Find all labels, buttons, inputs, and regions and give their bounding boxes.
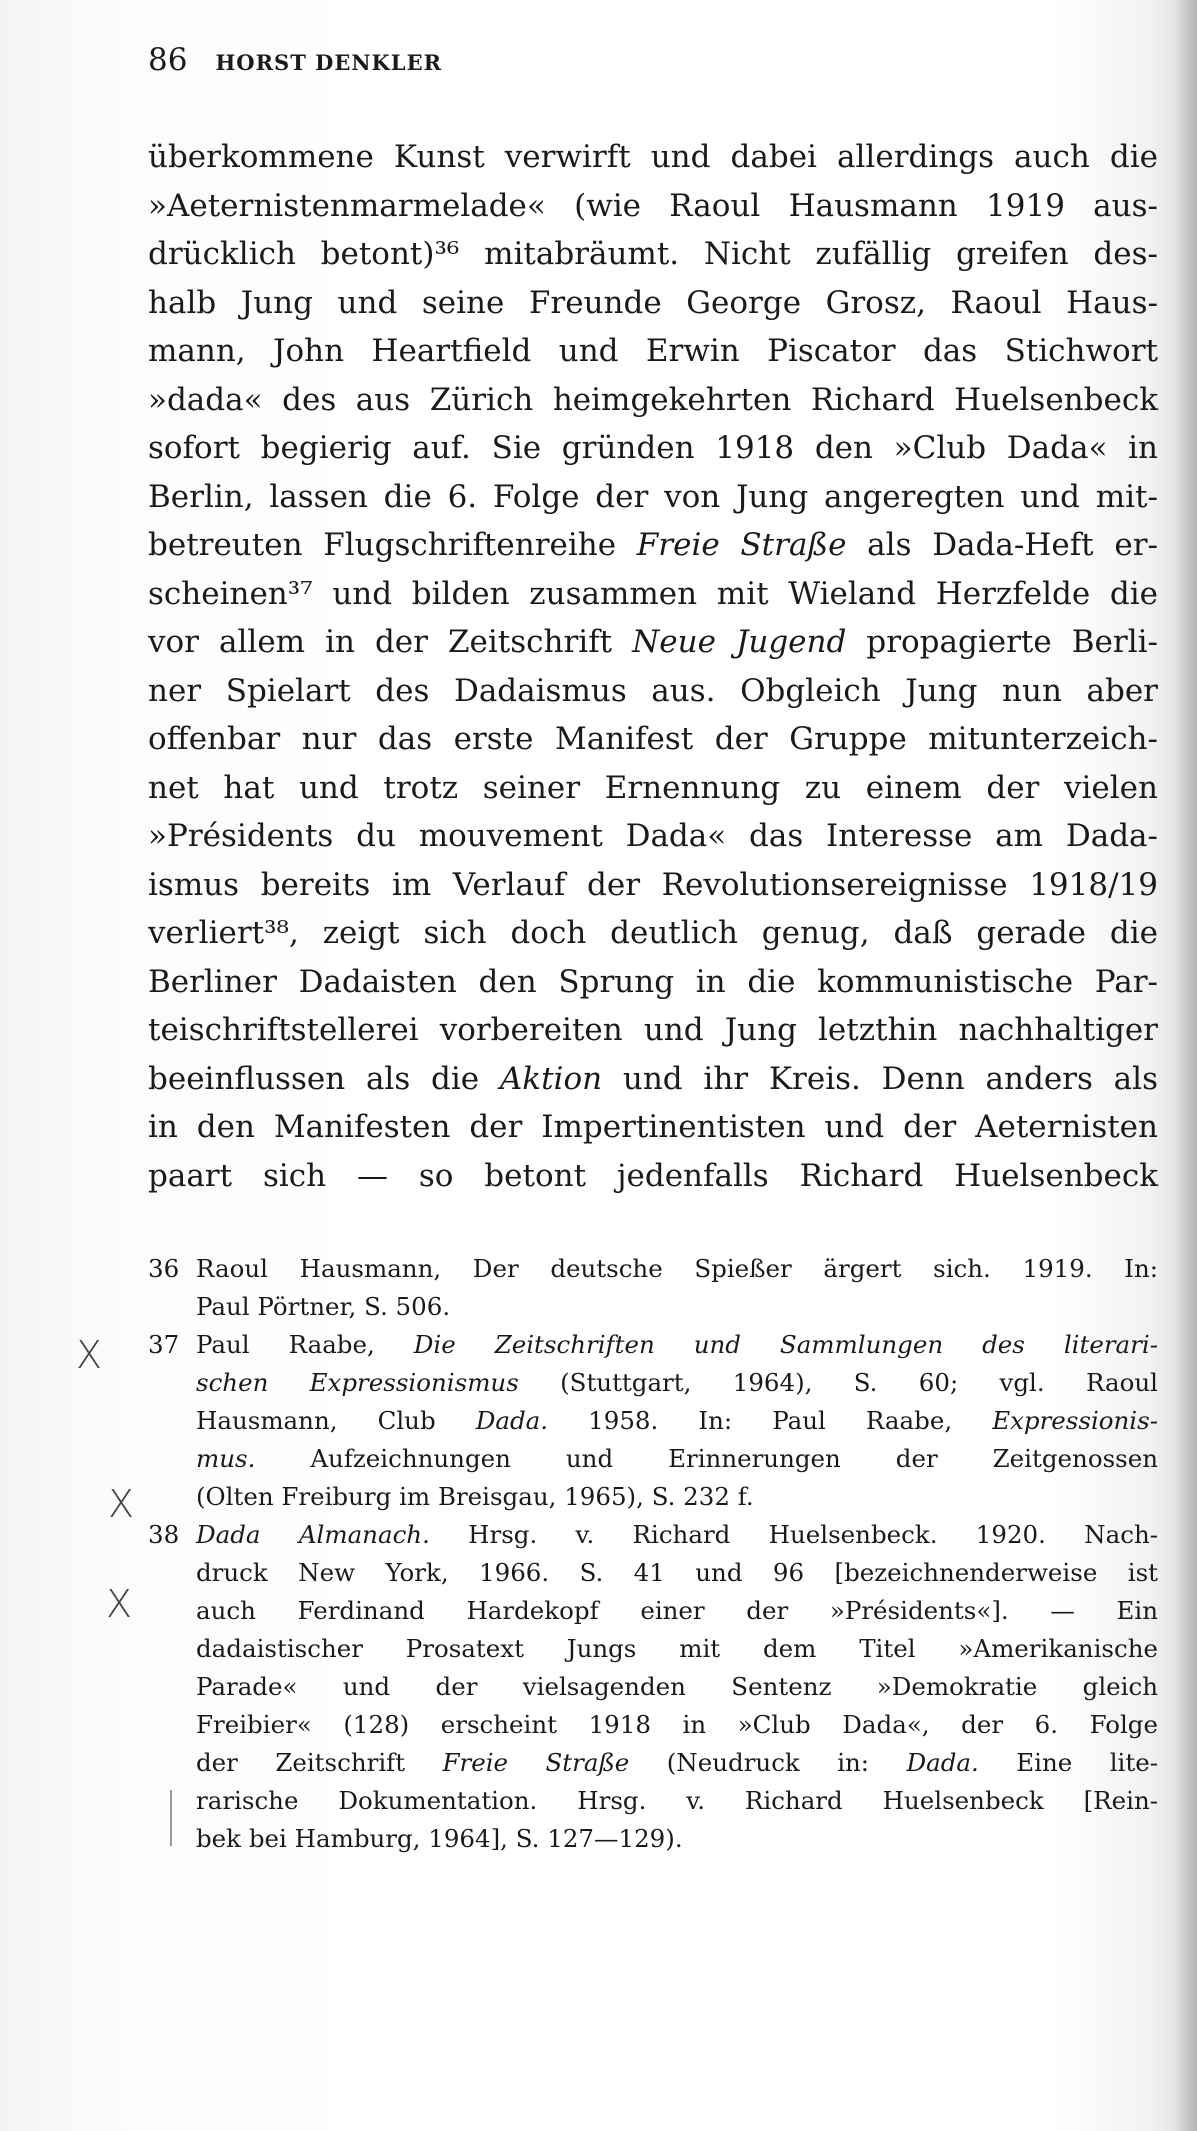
- handwritten-x-mark: X: [108, 1482, 135, 1526]
- body-line: halb Jung und seine Freunde George Grosz, Raoul Haus-: [148, 284, 1158, 321]
- body-line: drücklich betont)³⁶ mitabräumt. Nicht zufällig greifen des-: [148, 236, 1158, 272]
- footnote-line: Hausmann, Club Dada. 1958. In: Paul Raabe, Expressionis-: [196, 1406, 1158, 1435]
- body-line: net hat und trotz seiner Ernennung zu einem der vielen: [148, 769, 1158, 806]
- body-line: ismus bereits im Verlauf der Revolutionsereignisse 1918/19: [148, 866, 1158, 903]
- footnote-line: Paul Raabe, Die Zeitschriften und Sammlungen des literari-: [196, 1330, 1158, 1359]
- handwritten-x-mark: X: [106, 1582, 133, 1626]
- footnote-line: Raoul Hausmann, Der deutsche Spießer ärgert sich. 1919. In:: [196, 1254, 1158, 1283]
- footnote-37: [148, 1326, 1158, 1364]
- running-title: HORST DENKLER: [215, 50, 443, 75]
- body-line: überkommene Kunst verwirft und dabei allerdings auch die: [148, 139, 1158, 175]
- page-edge-shadow: [1175, 0, 1197, 2131]
- body-line: betreuten Flugschriftenreihe Freie Straße als Dada-Heft er-: [148, 527, 1158, 563]
- body-line: offenbar nur das erste Manifest der Gruppe mitunterzeich-: [148, 721, 1158, 757]
- footnote-line: Paul Pörtner, S. 506.: [196, 1292, 451, 1321]
- body-line: »Présidents du mouvement Dada« das Interesse am Dada-: [148, 818, 1158, 854]
- running-head: [148, 42, 442, 78]
- footnote-38: [148, 1516, 1158, 1554]
- body-line: vor allem in der Zeitschrift Neue Jugend propagierte Berli-: [148, 624, 1158, 660]
- page-number: 86: [148, 42, 188, 78]
- footnote-number: 37: [148, 1330, 180, 1359]
- body-line: sofort begierig auf. Sie gründen 1918 den »Club Dada« in: [148, 430, 1158, 466]
- body-line: »Aeternistenmarmelade« (wie Raoul Hausmann 1919 aus-: [148, 187, 1158, 224]
- footnote-line: Freibier« (128) erscheint 1918 in »Club Dada«, der 6. Folge: [196, 1710, 1158, 1739]
- body-line: Berliner Dadaisten den Sprung in die kommunistische Par-: [148, 963, 1158, 1000]
- footnote-line: mus. Aufzeichnungen und Erinnerungen der Zeitgenossen: [196, 1444, 1158, 1473]
- body-line: beeinflussen als die Aktion und ihr Kreis. Denn anders als: [148, 1060, 1158, 1097]
- body-text: [148, 133, 1158, 1200]
- body-line: teischriftstellerei vorbereiten und Jung letzthin nachhaltiger: [148, 1012, 1158, 1048]
- margin-pencil-line: [170, 1790, 172, 1846]
- body-line: verliert³⁸, zeigt sich doch deutlich genug, daß gerade die: [148, 915, 1158, 951]
- body-line: paart sich — so betont jedenfalls Richard Huelsenbeck: [148, 1157, 1158, 1194]
- footnote-line: druck New York, 1966. S. 41 und 96 [bezeichnenderweise ist: [196, 1558, 1158, 1587]
- footnote-36: [148, 1250, 1158, 1288]
- footnote-line: auch Ferdinand Hardekopf einer der »Présidents«]. — Ein: [196, 1596, 1158, 1625]
- body-line: scheinen³⁷ und bilden zusammen mit Wieland Herzfelde die: [148, 575, 1158, 612]
- footnote-line: (Olten Freiburg im Breisgau, 1965), S. 232 f.: [196, 1482, 754, 1511]
- body-line: in den Manifesten der Impertinentisten und der Aeternisten: [148, 1109, 1158, 1145]
- footnote-number: 38: [148, 1520, 180, 1549]
- footnote-line: schen Expressionismus (Stuttgart, 1964), S. 60; vgl. Raoul: [196, 1368, 1158, 1397]
- footnote-line: Parade« und der vielsagenden Sentenz »Demokratie gleich: [196, 1672, 1158, 1701]
- footnote-line: rarische Dokumentation. Hrsg. v. Richard Huelsenbeck [Rein-: [196, 1786, 1158, 1815]
- footnote-line: dadaistischer Prosatext Jungs mit dem Titel »Amerikanische: [196, 1634, 1158, 1663]
- body-line: mann, John Heartfield und Erwin Piscator das Stichwort: [148, 333, 1158, 369]
- body-line: ner Spielart des Dadaismus aus. Obgleich Jung nun aber: [148, 672, 1158, 709]
- footnote-line: der Zeitschrift Freie Straße (Neudruck in: Dada. Eine lite-: [196, 1748, 1158, 1777]
- handwritten-x-mark: X: [76, 1333, 103, 1377]
- footnote-line: bek bei Hamburg, 1964], S. 127—129).: [196, 1824, 683, 1853]
- body-line: Berlin, lassen die 6. Folge der von Jung angeregten und mit-: [148, 478, 1158, 515]
- footnotes: [148, 1250, 1158, 1858]
- body-line: »dada« des aus Zürich heimgekehrten Richard Huelsenbeck: [148, 381, 1158, 418]
- footnote-number: 36: [148, 1254, 180, 1283]
- footnote-line: Dada Almanach. Hrsg. v. Richard Huelsenbeck. 1920. Nach-: [196, 1520, 1159, 1549]
